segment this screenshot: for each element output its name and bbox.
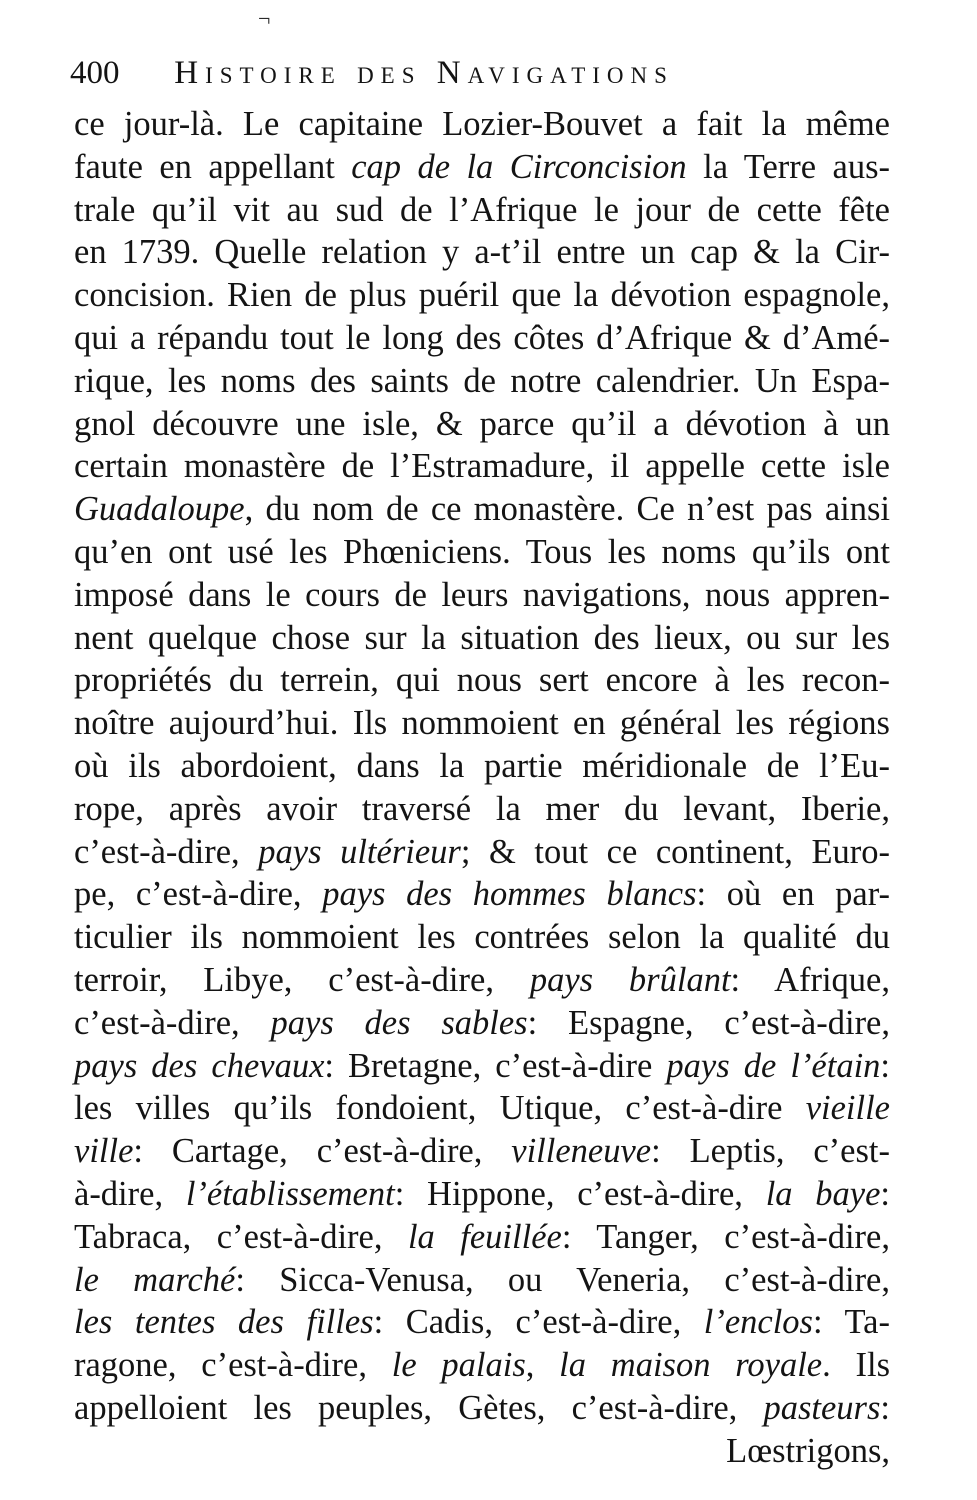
text-line xyxy=(74,787,890,831)
text-run: , xyxy=(525,1346,560,1385)
text-line xyxy=(74,230,890,274)
running-head: Histoire des Navigations xyxy=(174,55,674,91)
text-run: : Cadis, c’est-à-dire, xyxy=(373,1303,704,1342)
text-line xyxy=(74,359,890,403)
text-line xyxy=(74,1001,890,1045)
text-line xyxy=(74,1086,890,1130)
text-line xyxy=(74,658,890,702)
text-line xyxy=(74,487,890,531)
text-run: : Sicca-Venusa, ou Veneria, c’est-à-dire, xyxy=(235,1260,890,1299)
italic-phrase: pays brûlant xyxy=(529,961,731,999)
text-run: la Terre aus- xyxy=(686,147,890,186)
text-line xyxy=(74,145,890,189)
italic-phrase: pays de l’étain xyxy=(666,1046,881,1085)
text-line xyxy=(74,830,890,874)
text-line xyxy=(74,1300,890,1344)
text-line xyxy=(74,1258,890,1302)
text-run: : Bretagne, c’est-à-dire xyxy=(324,1046,667,1085)
italic-phrase: pays des sables xyxy=(270,1003,528,1042)
text-run: ; & tout ce continent, Euro- xyxy=(460,832,890,871)
italic-phrase: villeneuve xyxy=(511,1132,652,1171)
text-run: qui a répandu tout le long des côtes d’Afrique & d’Amé- xyxy=(74,319,890,357)
italic-phrase: la feuillée xyxy=(407,1217,562,1256)
italic-phrase: les tentes des filles xyxy=(74,1303,374,1342)
text-run: en 1739. Quelle relation y a-t’il entre un cap & la Cir- xyxy=(74,233,890,272)
text-run: : Espagne, c’est-à-dire, xyxy=(527,1003,890,1042)
text-line xyxy=(74,1215,890,1259)
italic-phrase: la maison royale xyxy=(559,1346,823,1385)
text-run: appelloient les peuples, Gètes, c’est-à-dire, xyxy=(74,1389,764,1427)
text-line xyxy=(74,102,890,146)
text-run: à-dire, xyxy=(74,1175,186,1213)
text-run: : Ta- xyxy=(812,1303,890,1342)
italic-phrase: vieille xyxy=(805,1089,890,1128)
text-line xyxy=(74,444,890,488)
text-run: Tabraca, c’est-à-dire, xyxy=(74,1217,408,1256)
text-run: , du nom de ce monastère. Ce n’est pas ainsi xyxy=(244,490,890,529)
text-run: qu’en ont usé les Phœniciens. Tous les noms qu’ils ont xyxy=(74,533,890,571)
text-run: propriétés du terrein, qui nous sert encore à les recon- xyxy=(74,661,890,700)
text-run: : Cartage, c’est-à-dire, xyxy=(133,1132,512,1171)
text-run: nent quelque chose sur la situation des lieux, ou sur les xyxy=(74,618,890,657)
text-run: trale qu’il vit au sud de l’Afrique le jour de cette fête xyxy=(74,190,890,229)
text-run: ce jour-là. Le capitaine Lozier-Bouvet a fait la même xyxy=(74,105,890,143)
text-run: : xyxy=(880,1046,891,1085)
italic-phrase: pays des chevaux xyxy=(74,1046,325,1085)
text-run: terroir, Libye, c’est-à-dire, xyxy=(74,961,530,999)
text-line xyxy=(74,1386,890,1430)
text-line xyxy=(74,316,890,360)
text-run: : Hippone, c’est-à-dire, xyxy=(394,1175,766,1213)
text-run: les villes qu’ils fondoient, Utique, c’est-à-dire xyxy=(74,1089,806,1128)
text-line xyxy=(74,616,890,660)
text-run: c’est-à-dire, xyxy=(74,1003,271,1042)
italic-phrase: l’enclos xyxy=(703,1303,813,1342)
text-run: : xyxy=(880,1175,890,1213)
text-line xyxy=(74,1172,890,1216)
italic-phrase: pays des hommes blancs xyxy=(322,875,697,914)
italic-phrase: l’établissement xyxy=(185,1175,395,1213)
text-line xyxy=(74,188,890,232)
text-run: : Leptis, c’est- xyxy=(651,1132,890,1171)
text-run: : Afrique, xyxy=(730,961,890,999)
text-line xyxy=(74,872,890,916)
italic-phrase: Guadaloupe xyxy=(74,490,245,529)
text-line xyxy=(74,273,890,317)
text-run: Lœstrigons, xyxy=(726,1431,890,1470)
text-line xyxy=(74,958,890,1002)
text-line xyxy=(74,701,890,745)
italic-phrase: pasteurs xyxy=(763,1389,881,1427)
text-run: certain monastère de l’Estramadure, il appelle cette isle xyxy=(74,447,890,486)
italic-phrase: la baye xyxy=(765,1175,881,1213)
text-run: concision. Rien de plus puéril que la dévotion espagnole, xyxy=(74,276,890,315)
text-line xyxy=(74,530,890,574)
page-number: 400 xyxy=(70,55,120,91)
top-ink-mark: ¬ xyxy=(258,6,271,31)
text-line xyxy=(74,573,890,617)
text-run: : où en par- xyxy=(696,875,890,914)
text-run: où ils abordoient, dans la partie méridionale de l’Eu- xyxy=(74,747,890,785)
text-line xyxy=(74,1044,890,1088)
text-run: . Ils xyxy=(822,1346,891,1385)
text-run: pe, c’est-à-dire, xyxy=(74,875,323,914)
text-run: rope, après avoir traversé la mer du levant, Iberie, xyxy=(74,789,890,828)
text-run: : Tanger, c’est-à-dire, xyxy=(561,1217,890,1256)
text-run: gnol découvre une isle, & parce qu’il a dévotion à un xyxy=(74,404,890,443)
text-line xyxy=(74,1129,890,1173)
page-header xyxy=(70,50,900,96)
text-line xyxy=(74,744,890,788)
text-run: : xyxy=(880,1389,890,1427)
text-run: ticulier ils nommoient les contrées selon la qualité du xyxy=(74,918,890,957)
text-line xyxy=(74,915,890,959)
text-run: noître aujourd’hui. Ils nommoient en général les régions xyxy=(74,704,890,743)
italic-phrase: pays ultérieur xyxy=(258,832,461,871)
italic-phrase: le palais xyxy=(391,1346,526,1385)
text-line xyxy=(74,1343,890,1387)
body-text xyxy=(0,102,977,1470)
text-line xyxy=(74,402,890,446)
text-run: ragone, c’est-à-dire, xyxy=(74,1346,392,1385)
text-run: imposé dans le cours de leurs navigations, nous appren- xyxy=(74,575,890,614)
italic-phrase: cap de la Circoncision xyxy=(351,147,687,186)
text-line xyxy=(74,1429,890,1473)
italic-phrase: ville xyxy=(74,1132,134,1171)
text-run: c’est-à-dire, xyxy=(74,832,259,871)
text-run: rique, les noms des saints de notre calendrier. Un Espa- xyxy=(74,361,890,400)
italic-phrase: le marché xyxy=(74,1260,236,1299)
text-run: faute en appellant xyxy=(74,147,352,186)
